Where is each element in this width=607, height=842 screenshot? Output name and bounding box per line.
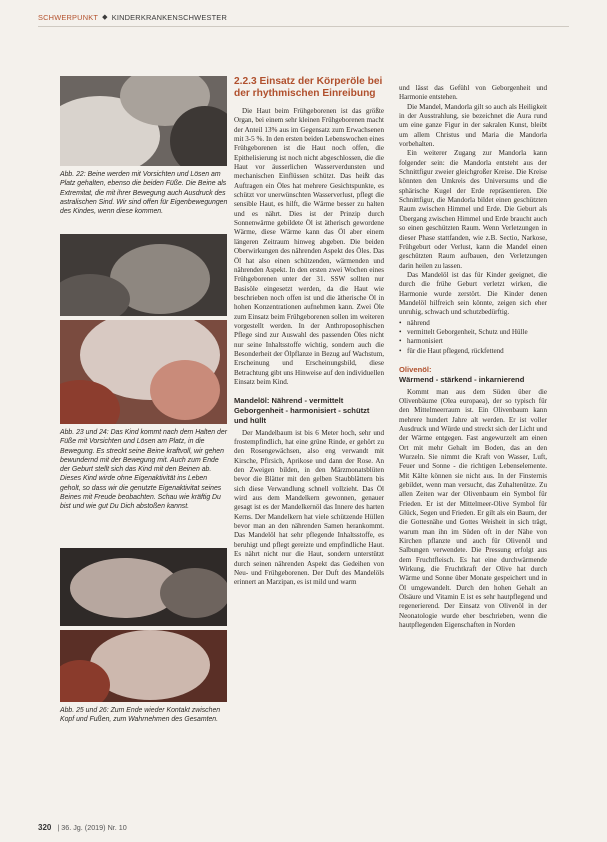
section-label: SCHWERPUNKT [38,12,99,22]
diamond-icon: ◆ [102,14,108,21]
caption-fig-22: Abb. 22: Beine werden mit Vorsichten und Lösen am Platz gehalten, ebenso die beiden Füße. Die Beine als Extremitat, die mit ihrer Bewegung auch Ausdruck des astralischen Sind. Wir sind offen für Eigenbewegungen des Kindes, wenn diese kommen. [60,171,228,216]
list-item: • nährend [399,319,547,328]
caption-fig-25-26: Abb. 25 und 26: Zum Ende wieder Kontakt zwischen Kopf und Fußen, zum Wahrnehmen des Gesamten. [60,707,221,724]
bullet-list [399,319,547,356]
paragraph: Ein weiterer Zugang zur Mandorla kann folgender sein: die Mandorla entsteht aus der Schnittfigur zweier gleichgroßer Kreise. Die Kreise könnten den Umkreis des Universums und die sphärische Kugel der Erde repräsentieren. Die Schnittfigur, die Mandorla bildet einen geschützten Raum zwischen Himmel und Erde. Die Geburt als Übergang zwischen Himmel und Erde braucht auch so einen geschützten Raum. Wenn Verletzungen in dieser Phase stattfanden, wie z.B. Sectio, Narkose, Frühgeburt oder Verlust, kann die Mandel einen geschützten Raum aufbauen, den Verletzungen darin heilen zu lassen. [399,149,547,270]
paragraph: Kommt man aus dem Süden über die Olivenbäume (Olea europaea), der so typisch für den Mittelmeerraum ist. Ein Olivenbaum kann mehrere hundert Jahre alt werden. Er ist voller Ausdruck und Würde und streckt sich der Licht und der Wärme entgegen. Fast angewurzelt am einen Ort mit mehr Gehalt im Boden, das an den Wurzeln. Sie nimmt die Kraft von Wasser, Luft, Feuer und Sonne - die richtigen Lebenselemente. Mit Kälte können sie nicht aus. In der Finsternis gebildet, wenn man versucht, das Zuhaltenütze. Zu allen Zeiten war der Olivenbaum ein Symbol für Frieden. Er ist der Mittelmeer-Olive Symbol für Glück, Segen und Frieden. Er gilt als ein Baum, der die Gottesnähe und Gottes Weisheit in sich trägt, warum man ihn im Süden oft in der Nähe von Kirchen pflanzte und auch für Olivenöl und Salbungen verwendete. Die Pressung erfolgt aus dem Fruchtfleisch. Es hat eine durchwärmende Wirkung, die Fruchtkraft der Olive hat durch Wärme und Sonne über Monate gespeichert und in Öl umgewandelt. Durch den hohen Gehalt an Ölsäure und Vitamin E ist es sehr hautpflegend und regenerierend. Der Einsatz von Olivenöl in der Neonatologie wurde eher beschrieben, wenn die hautpflegenden Eigenschaften in Norden [399,387,547,630]
page-number: 320 [38,823,52,832]
subheading-mandeloel: Mandelöl: Nährend - vermittelt Geborgenheit - harmonisiert - schützt und hüllt [234,396,370,425]
paragraph: Der Mandelbaum ist bis 6 Meter hoch, sehr und frostempfindlich, hat eine grüne Rinde, er gehört zu den Rosengewächsen, also eng verwandt mit Kirsche, Pfirsich, Aprikose und dann der Rose. An den Zweigen bilden, in den Märzmonatsblüten bevor die Blätter mit den gelben Staubblättern bis sich diese Verwandlung schnell vollzieht. Das Öl wird aus dem Mandelkern gewonnen, genauer gesagt ist es der Mandelkernöl das Innere des harten Kerns. Der Mandelkern hat viele schützende Hüllen bevor man an den nährenden Samen herankommt. Das Mandelöl hat sehr pflegende Inhaltsstoffe, es beruhigt und pflegt gereizte und empfindliche Haut. Es nährt nicht nur die Haut, sondern unterstützt durch seinen nährenden Aspekt das Gedeihen von Neu- und Frühgeborenen. Der Duft des Mandelöls erinnert an Marzipan, es ist mild und warm [234,428,384,587]
subheading-olivenoel: Olivenöl: Wärmend - stärkend - inkarnierend [399,364,525,384]
photo-head-feet [60,630,227,702]
running-header [38,10,569,24]
list-item: • vermittelt Geborgenheit, Schutz und Hülle [399,328,547,337]
list-item: • für die Haut pflegend, rückfettend [399,347,547,356]
header-divider [38,26,569,27]
text-column-right [399,84,547,631]
photo-head-contact [60,548,227,626]
page-footer [38,823,127,832]
caption-fig-23-24: Abb. 23 und 24: Das Kind kommt nach dem Halten der Füße mit Vorsichten und Lösen am Platz, in die Bewegung. Es streckt seine Beine kraftvoll, wir gehen bewundernd mit der Bewegung mit. Auch zum Ende der Geburt stellt sich das Kind mit den Beinen ab. Dieses Kind wirde ohne Eigenaktivität ins Leben geholt, so dass wir die genutzte Eigenaktivitat seines Beines mit Freude beobachten. Schau wie kräftig Du bist und wie gut Du Dich abstoßen kannst. [60,429,228,511]
photo-kicking [60,234,227,316]
list-item: • harmonisiert [399,337,547,346]
paragraph: Die Haut beim Frühgeborenen ist das größte Organ, bei einem sehr kleinen Frühgeborenen macht der Anteil 13% aus im Gegensatz zum Erwachsenen mit 3-5 %. In den ersten beiden Lebenswochen eines Frühgeborenen ist die Haut noch offen, die Epithelisierung ist noch nicht abgeschlossen, die die Haut vor äusserlichen Wasserverdunsten und mechanischen Einflüssen schützt. Das heißt das Auftragen ein Öles hat mehrere Gesichtspunkte, es schützt vor unerwünschten Wasserverlust, pflegt die sensible Haut, es hilft, die Wärme besser zu halten und es nährt. Dies ist der Prinzip durch Sonnenwärme gebildete Öl ist ätherisch gewordene Wärme, diese Wärme kann das Öl aber einem längeren Zeitraum hinweg abgeben. Die beiden Oberwirkungen des nährenden Aspekt des Öles. Das Öl hat also einen schützenden, wärmenden und nährenden Aspekt. In den ersten zwei Wochen eines Frühgeborenen unter der 31. SSW sollten nur Basisöle eingesetzt werden, da die Haut wie beschrieben noch offen ist und die ätherische Öl in hohen Konzentrationen aufnehmen kann. Zwei Öle zum Einsatz beim Frühgeborenen sollen im weiteren vorgestellt werden. In der Anthroposophischen Pflege sind zur Auswahl des passenden Öles nicht nur seine Inhaltsstoffe wichtig, sondern auch die Besonderheit der Ölpflanze in Bezug auf Wachstum, Erscheinung und Erscheinungsbild, diese Betrachtung gibt uns Hinweise auf den individuellen Einsatz beim Kind. [234,107,384,386]
paragraph: Das Mandelöl ist das für Kinder geeignet, die durch die frühe Geburt verletzt wirken, die Harmonie wurde zerstört. Die Kinder denen Mandelöl hilfreich sein könnte, zeigen sich eher unruhig, schwach und schutzbedürftig. [399,270,547,317]
text-column-middle [234,76,384,588]
photo-baby-on-blanket [60,320,227,424]
issue-info: | 36. Jg. (2019) Nr. 10 [57,823,127,832]
article-heading: 2.2.3 Einsatz der Körperöle bei der rhythmischen Einreibung [234,76,383,99]
paragraph: und lässt das Gefühl von Geborgenheit und Harmonie entstehen. [399,84,547,102]
paragraph: Die Mandel, Mandorla gilt so auch als Heiligkeit in der Ausstrahlung, sie bezeichnet die Aura rund um eine ganze Figur in der sakralen Kunst, bleibt um allem Christus und Maria die Mandorla vorbehalten. [399,102,547,149]
subsection-label: KINDERKRANKENSCHWESTER [111,12,227,22]
photo-legs-held [60,76,227,166]
